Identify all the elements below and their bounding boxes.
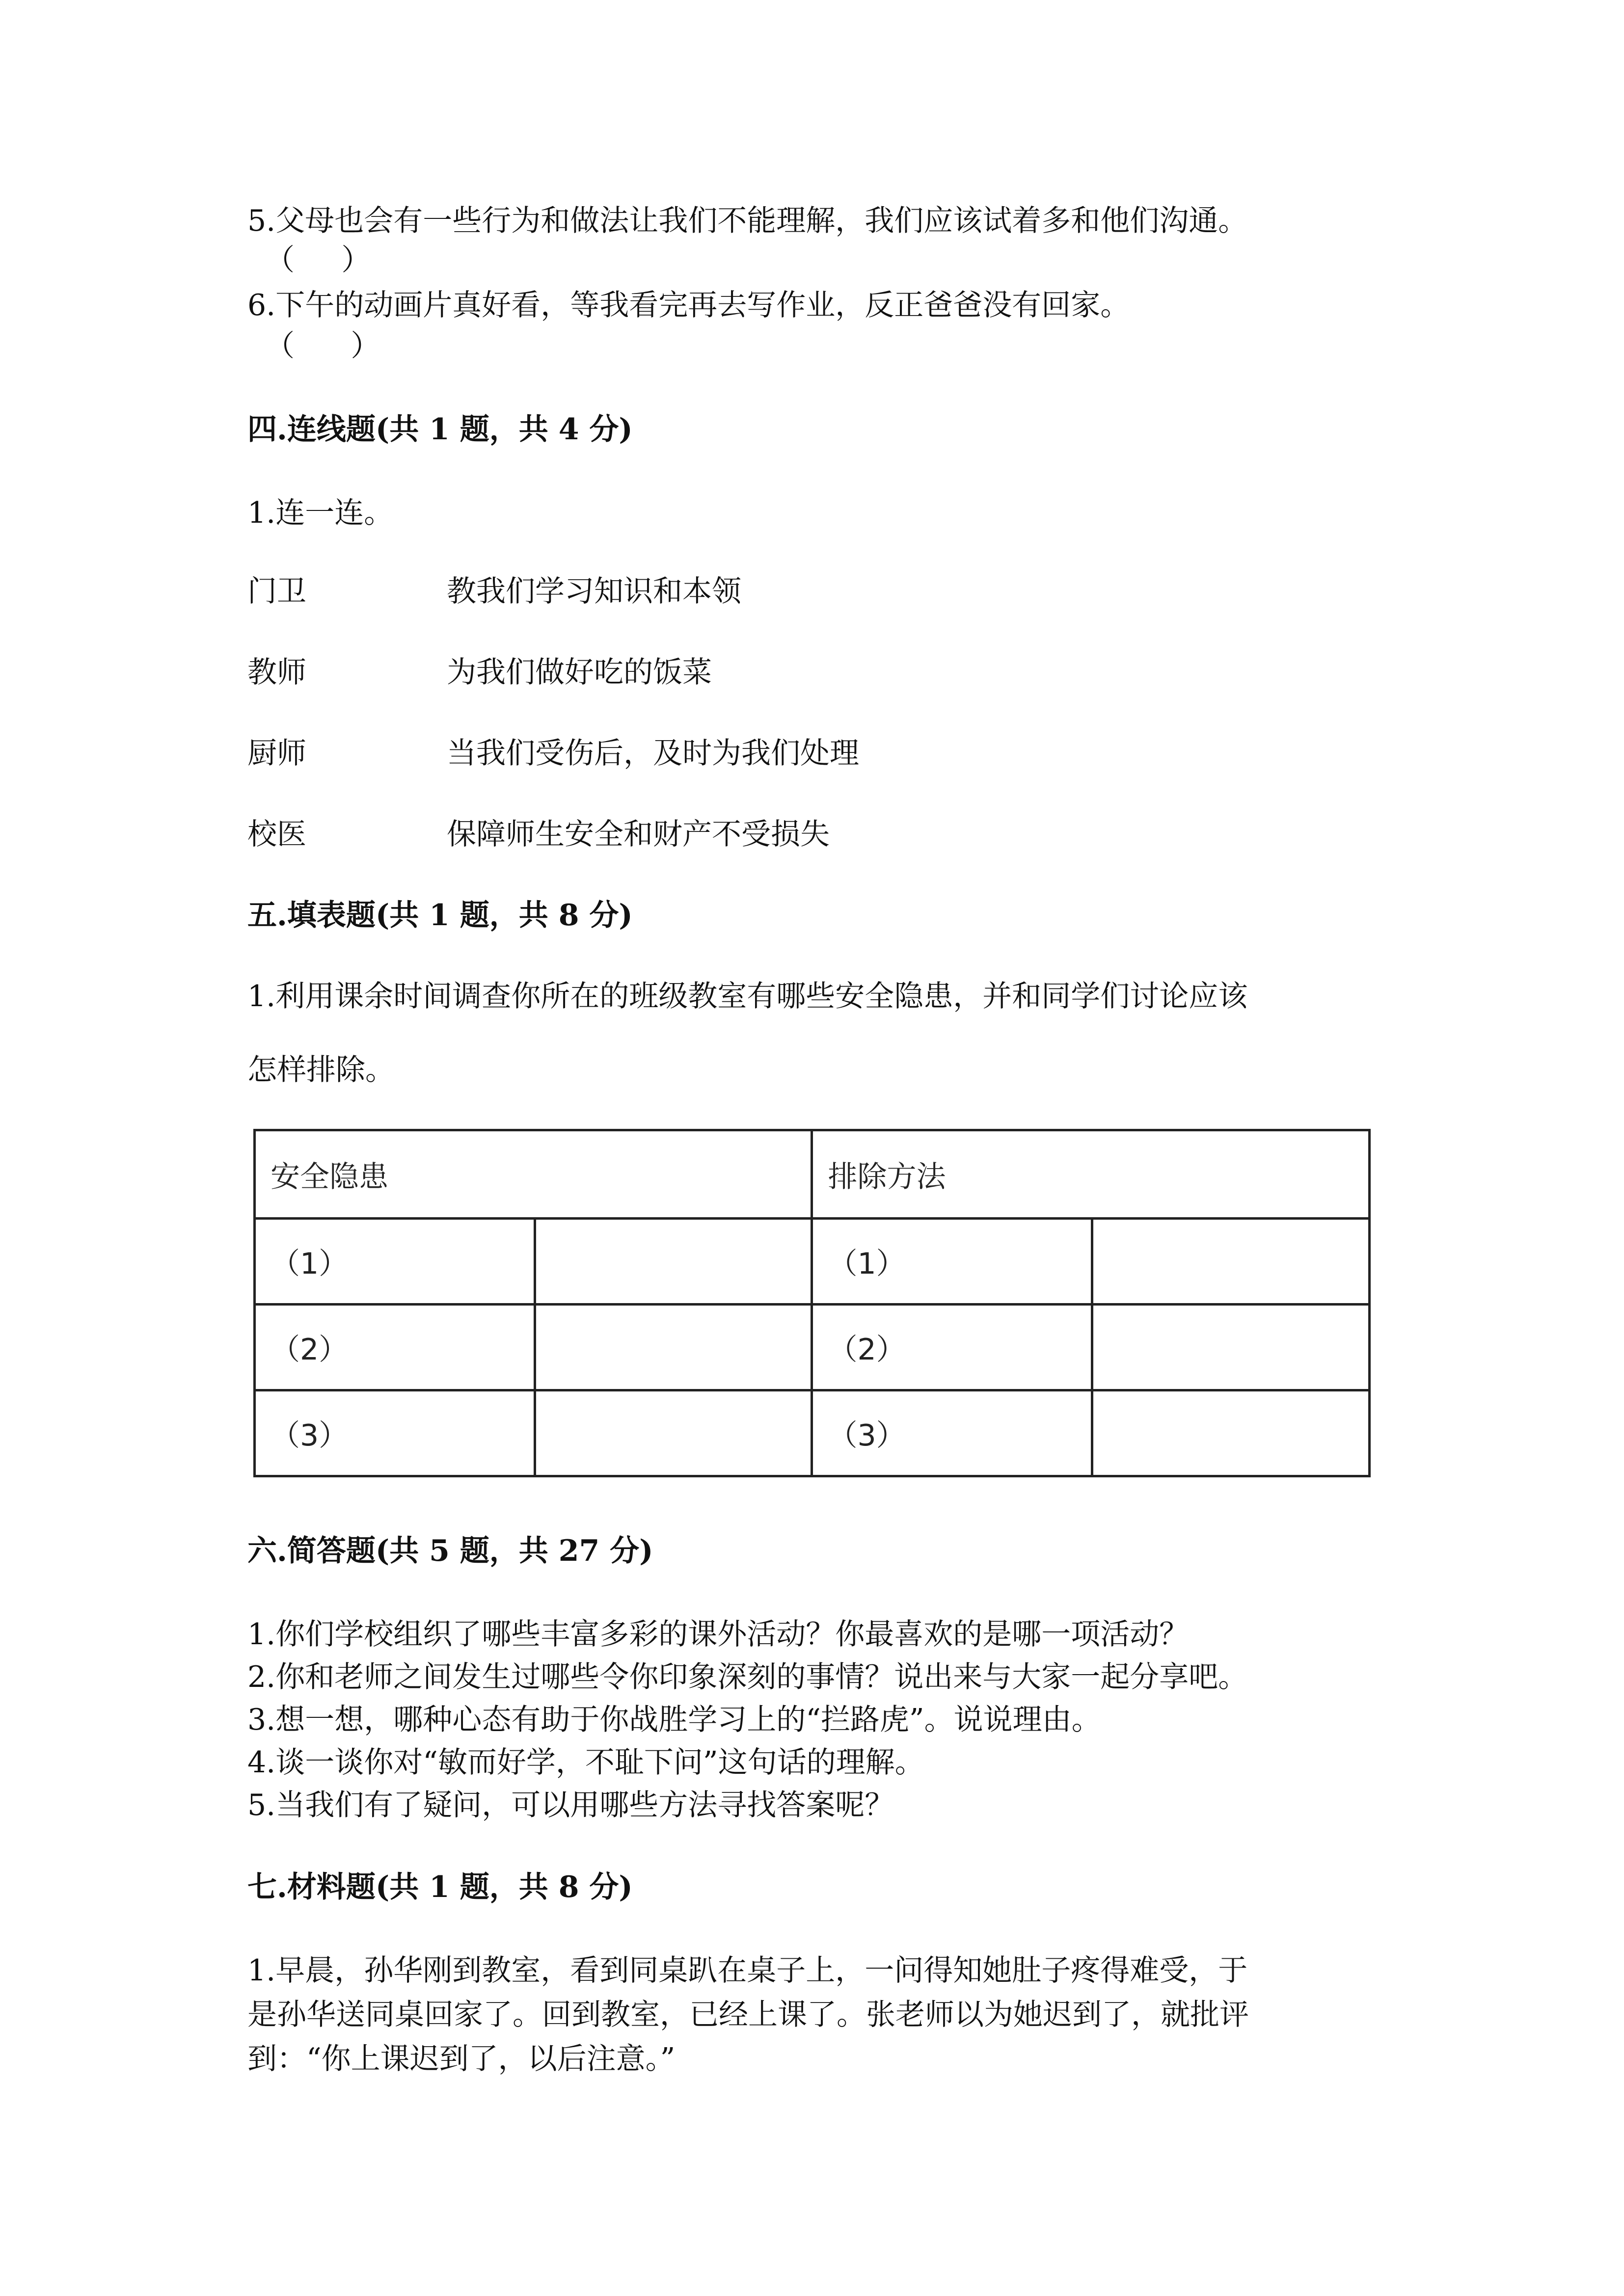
solution-label-cell: （1） bbox=[812, 1219, 1092, 1305]
section-7-line-3: 到：“你上课迟到了，以后注意。” bbox=[247, 2042, 676, 2076]
section-6-item-5: 5.当我们有了疑问，可以用哪些方法寻找答案呢？ bbox=[247, 1788, 894, 1822]
match-right-item: 为我们做好吃的饭菜 bbox=[447, 655, 712, 690]
section-7-heading: 七.材料题(共 1 题，共 8 分) bbox=[247, 1870, 633, 1904]
hazard-answer-cell[interactable] bbox=[535, 1305, 812, 1390]
hazard-label-cell: （3） bbox=[255, 1390, 535, 1476]
solution-answer-cell[interactable] bbox=[1092, 1390, 1370, 1476]
hazard-label-cell: （2） bbox=[255, 1305, 535, 1390]
table-row bbox=[255, 1305, 1370, 1390]
match-left-item: 厨师 bbox=[247, 736, 306, 771]
section-6-item-1: 1.你们学校组织了哪些丰富多彩的课外活动？你最喜欢的是哪一项活动？ bbox=[247, 1617, 1189, 1652]
section-5-heading: 五.填表题(共 1 题，共 8 分) bbox=[247, 898, 633, 933]
section-6-heading: 六.简答题(共 5 题，共 27 分) bbox=[247, 1534, 653, 1568]
section-6-item-4: 4.谈一谈你对“敏而好学，不耻下问”这句话的理解。 bbox=[247, 1745, 924, 1780]
hazard-answer-cell[interactable] bbox=[535, 1219, 812, 1305]
match-right-item: 当我们受伤后，及时为我们处理 bbox=[447, 736, 859, 771]
hazard-label-cell: （1） bbox=[255, 1219, 535, 1305]
tf-item-5: 5.父母也会有一些行为和做法让我们不能理解，我们应该试着多和他们沟通。 bbox=[247, 204, 1248, 238]
table-row bbox=[255, 1219, 1370, 1305]
section-5-question-line-1: 1.利用课余时间调查你所在的班级教室有哪些安全隐患，并和同学们讨论应该 bbox=[247, 979, 1248, 1014]
section-6-item-3: 3.想一想，哪种心态有助于你战胜学习上的“拦路虎”。说说理由。 bbox=[247, 1703, 1101, 1737]
section-4-heading: 四.连线题(共 1 题，共 4 分) bbox=[247, 412, 633, 447]
match-left-item: 校医 bbox=[247, 817, 306, 852]
solution-answer-cell[interactable] bbox=[1092, 1219, 1370, 1305]
match-right-item: 保障师生安全和财产不受损失 bbox=[447, 817, 830, 852]
section-4-question: 1.连一连。 bbox=[247, 496, 394, 530]
section-7-line-1: 1.早晨，孙华刚到教室，看到同桌趴在桌子上，一问得知她肚子疼得难受，于 bbox=[247, 1953, 1248, 1988]
solution-answer-cell[interactable] bbox=[1092, 1305, 1370, 1390]
hazard-answer-cell[interactable] bbox=[535, 1390, 812, 1476]
match-left-item: 教师 bbox=[247, 655, 306, 690]
section-6-item-2: 2.你和老师之间发生过哪些令你印象深刻的事情？说出来与大家一起分享吧。 bbox=[247, 1660, 1248, 1694]
match-left-item: 门卫 bbox=[247, 574, 306, 609]
tf-answer-blank-6: （ ） bbox=[265, 329, 380, 363]
safety-hazard-table bbox=[253, 1129, 1371, 1477]
solution-label-cell: （3） bbox=[812, 1390, 1092, 1476]
solution-label-cell: （2） bbox=[812, 1305, 1092, 1390]
table-header-hazards: 安全隐患 bbox=[255, 1130, 812, 1219]
section-7-line-2: 是孙华送同桌回家了。回到教室，已经上课了。张老师以为她迟到了，就批评 bbox=[247, 1998, 1249, 2032]
tf-answer-blank-5: （ ） bbox=[265, 243, 371, 277]
match-right-item: 教我们学习知识和本领 bbox=[447, 574, 741, 609]
table-header-solutions: 排除方法 bbox=[812, 1130, 1370, 1219]
table-row bbox=[255, 1390, 1370, 1476]
tf-item-6: 6.下午的动画片真好看，等我看完再去写作业，反正爸爸没有回家。 bbox=[247, 288, 1130, 322]
section-5-question-line-2: 怎样排除。 bbox=[247, 1053, 395, 1087]
